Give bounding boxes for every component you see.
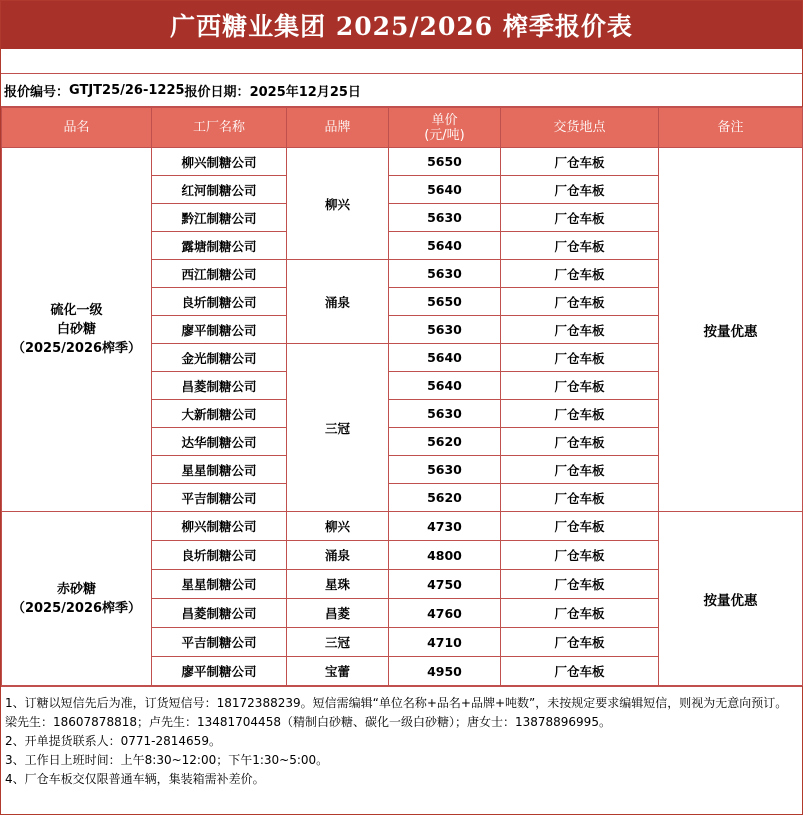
brand-cell: 柳兴	[287, 148, 389, 260]
factory-cell: 黔江制糖公司	[152, 204, 287, 232]
price-table	[1, 107, 803, 686]
delivery-cell: 厂仓车板	[501, 232, 659, 260]
price-cell: 5630	[389, 204, 501, 232]
price-cell: 5630	[389, 400, 501, 428]
spacer-row	[1, 49, 802, 74]
header-price-line1: 单价	[431, 112, 458, 128]
brand-cell: 涌泉	[287, 260, 389, 344]
delivery-cell: 厂仓车板	[501, 599, 659, 628]
product-cell-white-sugar	[2, 148, 152, 512]
price-cell: 4950	[389, 657, 501, 686]
brand-cell: 昌菱	[287, 599, 389, 628]
note-line: 4、厂仓车板交仅限普通车辆，集装箱需补差价。	[5, 772, 265, 786]
note-line: 1、订糖以短信先后为准，订货短信号：18172388239。短信需编辑“单位名称+品名+品牌+吨数”，未按规定要求编辑短信，则视为无意向预订。	[5, 696, 788, 710]
factory-cell: 红河制糖公司	[152, 176, 287, 204]
header-factory: 工厂名称	[152, 108, 287, 148]
delivery-cell: 厂仓车板	[501, 541, 659, 570]
header-product: 品名	[2, 108, 152, 148]
price-cell: 5640	[389, 372, 501, 400]
header-brand: 品牌	[287, 108, 389, 148]
delivery-cell: 厂仓车板	[501, 400, 659, 428]
quote-date-label: 报价日期：	[184, 84, 250, 100]
brand-cell: 三冠	[287, 628, 389, 657]
delivery-cell: 厂仓车板	[501, 148, 659, 176]
product-line: 赤砂糖	[56, 581, 96, 597]
table-header-row	[2, 108, 803, 148]
delivery-cell: 厂仓车板	[501, 628, 659, 657]
product-cell-brown-sugar	[2, 512, 152, 686]
delivery-cell: 厂仓车板	[501, 344, 659, 372]
factory-cell: 良圻制糖公司	[152, 541, 287, 570]
delivery-cell: 厂仓车板	[501, 316, 659, 344]
price-cell: 5620	[389, 428, 501, 456]
header-remark: 备注	[659, 108, 803, 148]
price-cell: 5650	[389, 148, 501, 176]
product-line: （2025/2026榨季）	[11, 600, 142, 616]
delivery-cell: 厂仓车板	[501, 657, 659, 686]
brand-cell: 柳兴	[287, 512, 389, 541]
factory-cell: 西江制糖公司	[152, 260, 287, 288]
brand-cell: 宝蕾	[287, 657, 389, 686]
note-line: 2、开单提货联系人：0771-2814659。	[5, 734, 221, 748]
product-line: 白砂糖	[56, 322, 96, 337]
factory-cell: 良圻制糖公司	[152, 288, 287, 316]
price-cell: 5620	[389, 484, 501, 512]
factory-cell: 金光制糖公司	[152, 344, 287, 372]
price-cell: 5630	[389, 456, 501, 484]
factory-cell: 柳兴制糖公司	[152, 148, 287, 176]
price-cell: 4800	[389, 541, 501, 570]
delivery-cell: 厂仓车板	[501, 428, 659, 456]
brand-cell: 涌泉	[287, 541, 389, 570]
delivery-cell: 厂仓车板	[501, 512, 659, 541]
factory-cell: 昌菱制糖公司	[152, 599, 287, 628]
quote-date: 2025年12月25日	[249, 84, 361, 100]
remark-cell: 按量优惠	[659, 148, 803, 512]
delivery-cell: 厂仓车板	[501, 484, 659, 512]
header-delivery: 交货地点	[501, 108, 659, 148]
factory-cell: 平吉制糖公司	[152, 484, 287, 512]
price-cell: 4750	[389, 570, 501, 599]
brand-cell: 三冠	[287, 344, 389, 512]
delivery-cell: 厂仓车板	[501, 456, 659, 484]
brand-cell: 星珠	[287, 570, 389, 599]
header-price-line2: (元/吨)	[424, 127, 465, 143]
factory-cell: 平吉制糖公司	[152, 628, 287, 657]
delivery-cell: 厂仓车板	[501, 288, 659, 316]
product-line: 硫化一级	[50, 303, 103, 318]
delivery-cell: 厂仓车板	[501, 372, 659, 400]
quote-no: GTJT25/26-1225	[69, 82, 185, 98]
remark-cell: 按量优惠	[659, 512, 803, 686]
quote-no-label: 报价编号：	[4, 84, 70, 100]
price-cell: 5630	[389, 260, 501, 288]
product-line: （2025/2026榨季）	[11, 341, 142, 356]
table-row	[2, 512, 803, 541]
price-cell: 4710	[389, 628, 501, 657]
page-title: 广西糖业集团 2025/2026 榨季报价表	[1, 1, 802, 49]
price-cell: 5650	[389, 288, 501, 316]
delivery-cell: 厂仓车板	[501, 260, 659, 288]
table-row	[2, 148, 803, 176]
factory-cell: 星星制糖公司	[152, 456, 287, 484]
factory-cell: 达华制糖公司	[152, 428, 287, 456]
factory-cell: 廖平制糖公司	[152, 316, 287, 344]
delivery-cell: 厂仓车板	[501, 176, 659, 204]
factory-cell: 昌菱制糖公司	[152, 372, 287, 400]
note-line: 3、工作日上班时间：上午8:30~12:00；下午1:30~5:00。	[5, 753, 329, 767]
factory-cell: 露塘制糖公司	[152, 232, 287, 260]
price-cell: 4760	[389, 599, 501, 628]
header-price	[389, 108, 501, 148]
price-cell: 5640	[389, 232, 501, 260]
notes-section	[1, 686, 802, 789]
factory-cell: 大新制糖公司	[152, 400, 287, 428]
factory-cell: 星星制糖公司	[152, 570, 287, 599]
price-cell: 5640	[389, 344, 501, 372]
quote-meta	[1, 74, 802, 107]
factory-cell: 廖平制糖公司	[152, 657, 287, 686]
price-cell: 5640	[389, 176, 501, 204]
delivery-cell: 厂仓车板	[501, 204, 659, 232]
factory-cell: 柳兴制糖公司	[152, 512, 287, 541]
delivery-cell: 厂仓车板	[501, 570, 659, 599]
price-cell: 4730	[389, 512, 501, 541]
note-line: 梁先生：18607878818；卢先生：13481704458（精制白砂糖、碳化一级白砂糖）；唐女士：13878896995。	[5, 715, 611, 729]
price-cell: 5630	[389, 316, 501, 344]
